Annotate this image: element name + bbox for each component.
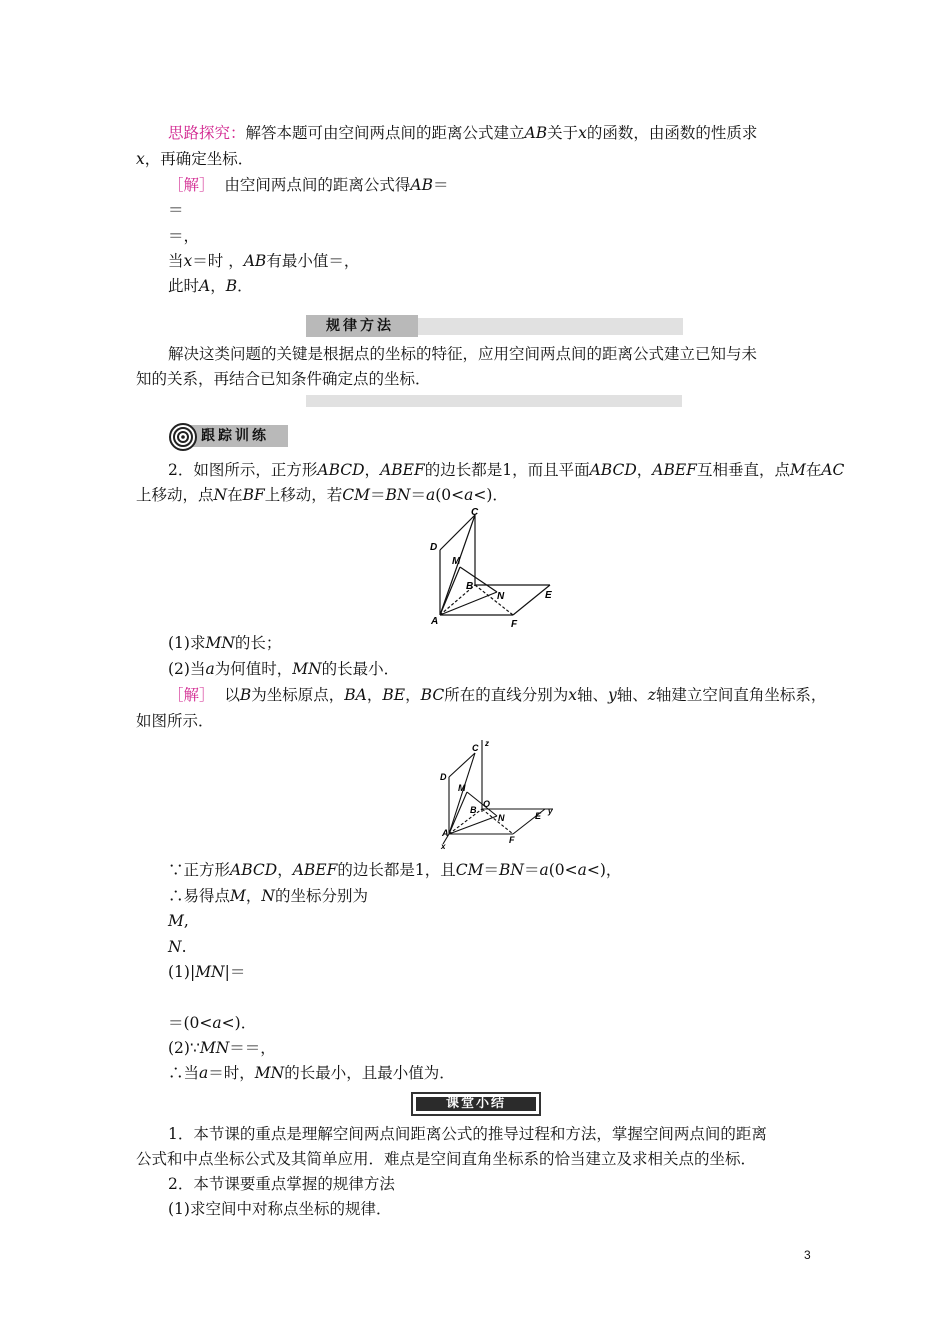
fig1-label-M: M <box>452 556 461 567</box>
figure-2-diagram <box>435 737 560 850</box>
fig1-label-B: B <box>466 581 474 592</box>
summary-line-3: 2．本节课要重点掌握的规律方法 <box>168 1175 395 1193</box>
fig1-label-C: C <box>471 507 479 518</box>
rule-title: 规律方法 <box>326 318 394 334</box>
fig2-label-E: E <box>535 811 542 821</box>
text-line-7: (2)∵MN＝＝， <box>168 1039 276 1057</box>
text-line-1: ∵正方形ABCD，ABEF的边长都是1，且CM＝BN＝a(0<a<)， <box>168 861 622 879</box>
fig1-label-N: N <box>497 591 505 602</box>
target-icon <box>168 422 198 452</box>
solution-line-1: ［解］ 由空间两点间的距离公式得AB＝ <box>168 176 449 194</box>
summary-title: 课堂小结 <box>416 1097 536 1111</box>
text-line-6: ＝(0<a<)． <box>168 1014 257 1032</box>
summary-line-4: (1)求空间中对称点坐标的规律． <box>168 1200 392 1218</box>
figure-1-diagram <box>425 505 560 630</box>
thinking-line-2: x，再确定坐标． <box>136 150 254 168</box>
text-line-8: ∴当a＝时，MN的长最小，且最小值为． <box>168 1064 455 1082</box>
rule-line-1: 解决这类问题的关键是根据点的坐标的特征，应用空间两点间的距离公式建立已知与未 <box>168 345 758 363</box>
summary-header <box>411 1092 541 1116</box>
track-title: 跟踪训练 <box>201 428 269 444</box>
solution-2-line-2: 如图所示． <box>136 712 214 730</box>
fig2-label-C: C <box>472 743 479 753</box>
summary-line-2: 公式和中点坐标公式及其简单应用．难点是空间直角坐标系的恰当建立及求相关点的坐标． <box>136 1150 757 1168</box>
fig2-label-M: M <box>458 783 466 793</box>
text-line-4: N. <box>168 938 187 956</box>
fig2-label-D: D <box>440 772 447 782</box>
fig1-label-F: F <box>511 619 518 630</box>
fig2-label-A: A <box>442 828 449 838</box>
solution-line-3: ＝， <box>168 227 200 245</box>
text-line-3: M, <box>168 912 189 930</box>
solution-line-2: ＝ <box>168 201 184 219</box>
fig2-label-y: y <box>548 807 553 816</box>
page-number: 3 <box>804 1248 811 1262</box>
question-line-2: 上移动，点N在BF上移动，若CM＝BN＝a(0<a<)． <box>136 486 508 504</box>
fig2-label-N: N <box>498 813 505 823</box>
thinking-line-1: 思路探究：解答本题可由空间两点间的距离公式建立AB关于x的函数，由函数的性质求 <box>168 124 758 142</box>
part-1-line: (1)求MN的长； <box>168 634 282 652</box>
fig1-label-E: E <box>545 590 552 601</box>
rule-end-band <box>306 395 682 407</box>
solution-line-4: 当x＝时 ，AB有最小值＝， <box>168 252 360 270</box>
solution-2-label: ［解］ <box>168 686 215 704</box>
fig2-label-F: F <box>509 835 515 845</box>
fig2-label-x: x <box>441 842 446 850</box>
question-line-1: 2．如图所示，正方形ABCD，ABEF的边长都是1，而且平面ABCD，ABEF互相垂直，点M在AC <box>168 461 845 479</box>
summary-line-1: 1．本节课的重点是理解空间两点间距离公式的推导过程和方法，掌握空间两点间的距离 <box>168 1125 767 1143</box>
solution-label: ［解］ <box>168 176 215 194</box>
text-line-5: (1)|MN|＝ <box>168 963 246 981</box>
fig1-label-D: D <box>430 542 438 553</box>
fig1-label-A: A <box>431 616 439 627</box>
rule-line-2: 知的关系，再结合已知条件确定点的坐标． <box>136 370 431 388</box>
solution-line-5: 此时A，B． <box>168 277 253 295</box>
fig2-label-z: z <box>485 739 489 748</box>
thinking-label: 思路探究： <box>168 124 246 142</box>
text-line-2: ∴易得点M，N的坐标分别为 <box>168 887 368 905</box>
fig2-label-B: B <box>470 805 477 815</box>
part-2-line: (2)当a为何值时，MN的长最小． <box>168 660 400 678</box>
solution-2-line-1: ［解］ 以B为坐标原点，BA，BE，BC所在的直线分别为x轴、y轴、z轴建立空间直角坐标系， <box>168 686 827 704</box>
fig2-label-O: O <box>483 799 491 809</box>
